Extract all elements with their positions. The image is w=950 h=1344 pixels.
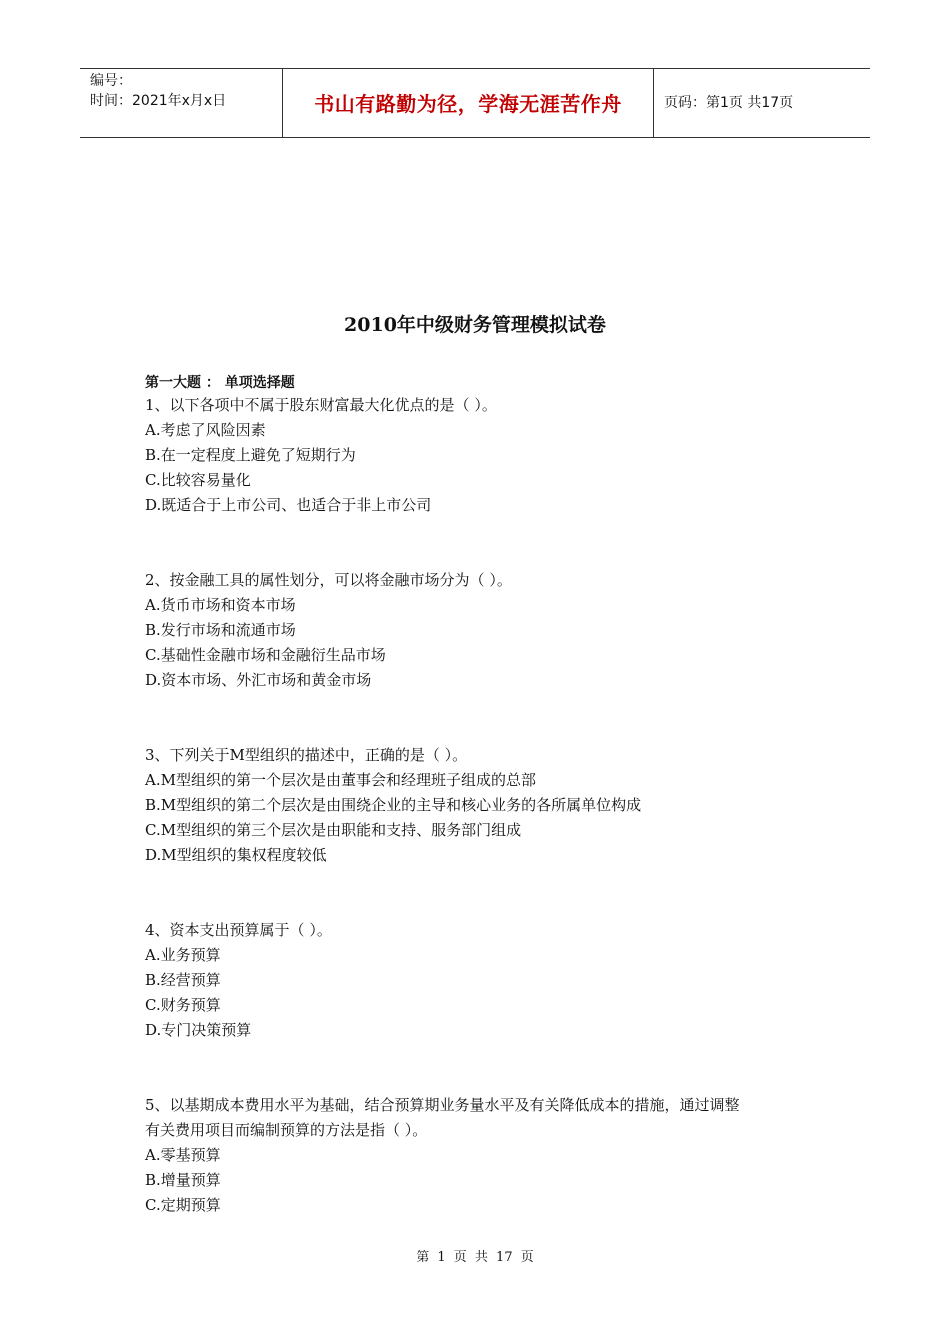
question-item [145,1093,845,1218]
answer-option: A.考虑了风险因素 [145,421,266,439]
document-title: 2010年中级财务管理模拟试卷 [344,314,606,336]
page-footer: 第 1 页 共 17 页 [416,1250,534,1265]
question-list [145,393,845,1218]
answer-option: B.在一定程度上避免了短期行为 [145,446,356,464]
answer-option: D.资本市场、外汇市场和黄金市场 [145,671,372,689]
question-stem: 3、下列关于M型组织的描述中，正确的是（ ）。 [145,746,468,764]
header-motto-cell [282,69,654,137]
answer-option: D.M型组织的集权程度较低 [145,846,327,864]
motto: 书山有路勤为径，学海无涯苦作舟 [314,92,622,116]
answer-option: B.经营预算 [145,971,221,989]
time-label: 时间：2021年x月x日 [90,93,227,109]
answer-option: A.零基预算 [145,1146,221,1164]
answer-option: B.M型组织的第二个层次是由围绕企业的主导和核心业务的各所属单位构成 [145,796,642,814]
answer-option: C.基础性金融市场和金融衍生品市场 [145,646,386,664]
question-item [145,568,845,693]
question-stem: 有关费用项目而编制预算的方法是指（ ）。 [145,1121,428,1139]
header-meta [80,69,282,137]
answer-option: C.比较容易量化 [145,471,251,489]
answer-option: A.业务预算 [145,946,221,964]
serial-label: 编号： [90,73,132,89]
question-item [145,918,845,1043]
answer-option: C.财务预算 [145,996,221,1014]
answer-option: D.专门决策预算 [145,1021,252,1039]
answer-option: A.M型组织的第一个层次是由董事会和经理班子组成的总部 [145,771,536,789]
answer-option: B.发行市场和流通市场 [145,621,296,639]
question-stem: 2、按金融工具的属性划分，可以将金融市场分为（ ）。 [145,571,512,589]
answer-option: A.货币市场和资本市场 [145,596,296,614]
question-item [145,393,845,518]
section-heading: 第一大题 ： 单项选择题 [145,375,295,391]
answer-option: C.定期预算 [145,1196,221,1214]
question-item [145,743,845,868]
answer-option: B.增量预算 [145,1171,221,1189]
question-stem: 5、以基期成本费用水平为基础，结合预算期业务量水平及有关降低成本的措施，通过调整 [145,1096,740,1114]
question-stem: 4、资本支出预算属于（ ）。 [145,921,332,939]
answer-option: C.M型组织的第三个层次是由职能和支持、服务部门组成 [145,821,522,839]
answer-option: D.既适合于上市公司、也适合于非上市公司 [145,496,432,514]
page-header [80,68,870,138]
document-body [145,373,845,1268]
page-label: 页码：第1页 共17页 [664,95,794,111]
question-stem: 1、以下各项中不属于股东财富最大化优点的是（ ）。 [145,396,497,414]
